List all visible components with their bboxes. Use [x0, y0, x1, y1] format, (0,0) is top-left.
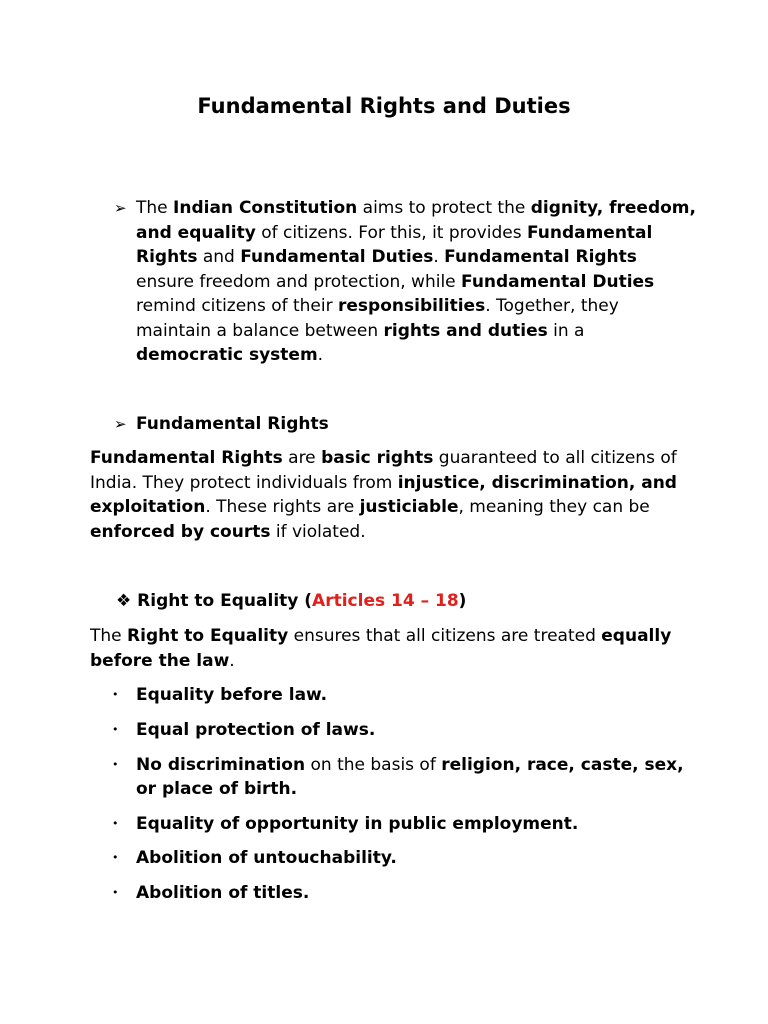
intro-text-9: in a	[547, 320, 585, 341]
list-item-bold: religion, race, caste, sex, or place of birth.	[136, 755, 684, 799]
fr-text-4: , meaning they can be	[458, 497, 650, 517]
intro-bold-7: responsibilities	[338, 296, 486, 316]
list-item	[112, 753, 696, 801]
intro-text-4: and	[197, 247, 241, 267]
list-item-text: Equal protection of laws.	[136, 720, 376, 740]
list-item	[112, 718, 696, 742]
intro-text-8: . Together, they maintain a balance between	[136, 296, 619, 341]
eq-bold-1: Right to Equality	[127, 626, 289, 646]
intro-bold-5: Fundamental Rights	[444, 247, 637, 267]
fr-text-2: guaranteed to all citizens of India. They protect individuals from	[90, 448, 677, 493]
eq-bold-2: equally before the law	[90, 626, 672, 671]
intro-bold-8: rights and duties	[383, 320, 548, 341]
intro-bold-9: democratic system	[136, 345, 318, 365]
arrow-bullet-icon: ➢	[114, 199, 127, 217]
bullet-icon: •	[112, 758, 119, 771]
eq-text-3: .	[229, 650, 235, 671]
list-item	[112, 846, 696, 870]
subsection-heading-right-to-equality	[116, 589, 676, 614]
list-item	[112, 683, 696, 707]
fr-bold-1: Fundamental Rights	[90, 448, 283, 468]
diamond-bullet-icon: ❖	[116, 591, 132, 611]
subsection-heading-text: Right to Equality (	[137, 591, 313, 611]
intro-text-6: ensure freedom and protection, while	[136, 271, 462, 292]
articles-reference: Articles 14 – 18	[312, 591, 459, 611]
intro-bold-6: Fundamental Duties	[461, 271, 655, 292]
list-item-text: Abolition of titles.	[136, 883, 310, 903]
fr-bold-4: justiciable	[359, 497, 459, 517]
fundamental-rights-paragraph	[90, 446, 690, 544]
list-item	[112, 881, 696, 905]
intro-text-7: remind citizens of their	[136, 296, 339, 316]
fr-text-5: if violated.	[270, 521, 366, 542]
intro-paragraph	[114, 196, 696, 368]
intro-bold-3: Fundamental Rights	[136, 222, 653, 267]
intro-text-10: .	[317, 345, 324, 365]
intro-bold-1: Indian Constitution	[173, 198, 358, 218]
list-item-bold: No discrimination	[136, 755, 306, 775]
subsection-heading-close: )	[458, 591, 467, 611]
intro-text-2: aims to protect the	[357, 198, 531, 218]
bullet-icon: •	[112, 851, 119, 864]
fr-bold-3: injustice, discrimination, and exploitation	[90, 472, 677, 517]
bullet-icon: •	[112, 817, 119, 830]
bullet-icon: •	[112, 688, 119, 701]
intro-bold-2: dignity, freedom, and equality	[136, 198, 696, 243]
list-item	[112, 812, 696, 836]
fr-text-1: are	[282, 448, 322, 468]
eq-text-2: ensures that all citizens are treated	[288, 626, 602, 646]
eq-text-1: The	[90, 626, 128, 646]
list-item-text: on the basis of	[305, 755, 442, 775]
bullet-icon: •	[112, 723, 119, 736]
intro-text-3: of citizens. For this, it provides	[255, 222, 527, 243]
bullet-icon: •	[112, 886, 119, 899]
intro-text-5: .	[433, 247, 445, 267]
fr-text-3: . These rights are	[205, 497, 360, 517]
list-item-text: Abolition of untouchability.	[136, 848, 397, 868]
intro-text-1: The	[136, 198, 174, 218]
section-heading-text: Fundamental Rights	[136, 414, 329, 434]
list-item-text: Equality of opportunity in public employment.	[136, 814, 579, 834]
list-item-text: Equality before law.	[136, 685, 328, 705]
fr-bold-2: basic rights	[321, 448, 434, 468]
section-heading-fundamental-rights	[114, 412, 696, 437]
page-title: Fundamental Rights and Duties	[197, 94, 571, 118]
fr-bold-5: enforced by courts	[90, 521, 271, 542]
equality-paragraph	[90, 624, 690, 673]
intro-bold-4: Fundamental Duties	[240, 247, 434, 267]
arrow-bullet-icon: ➢	[114, 415, 127, 433]
